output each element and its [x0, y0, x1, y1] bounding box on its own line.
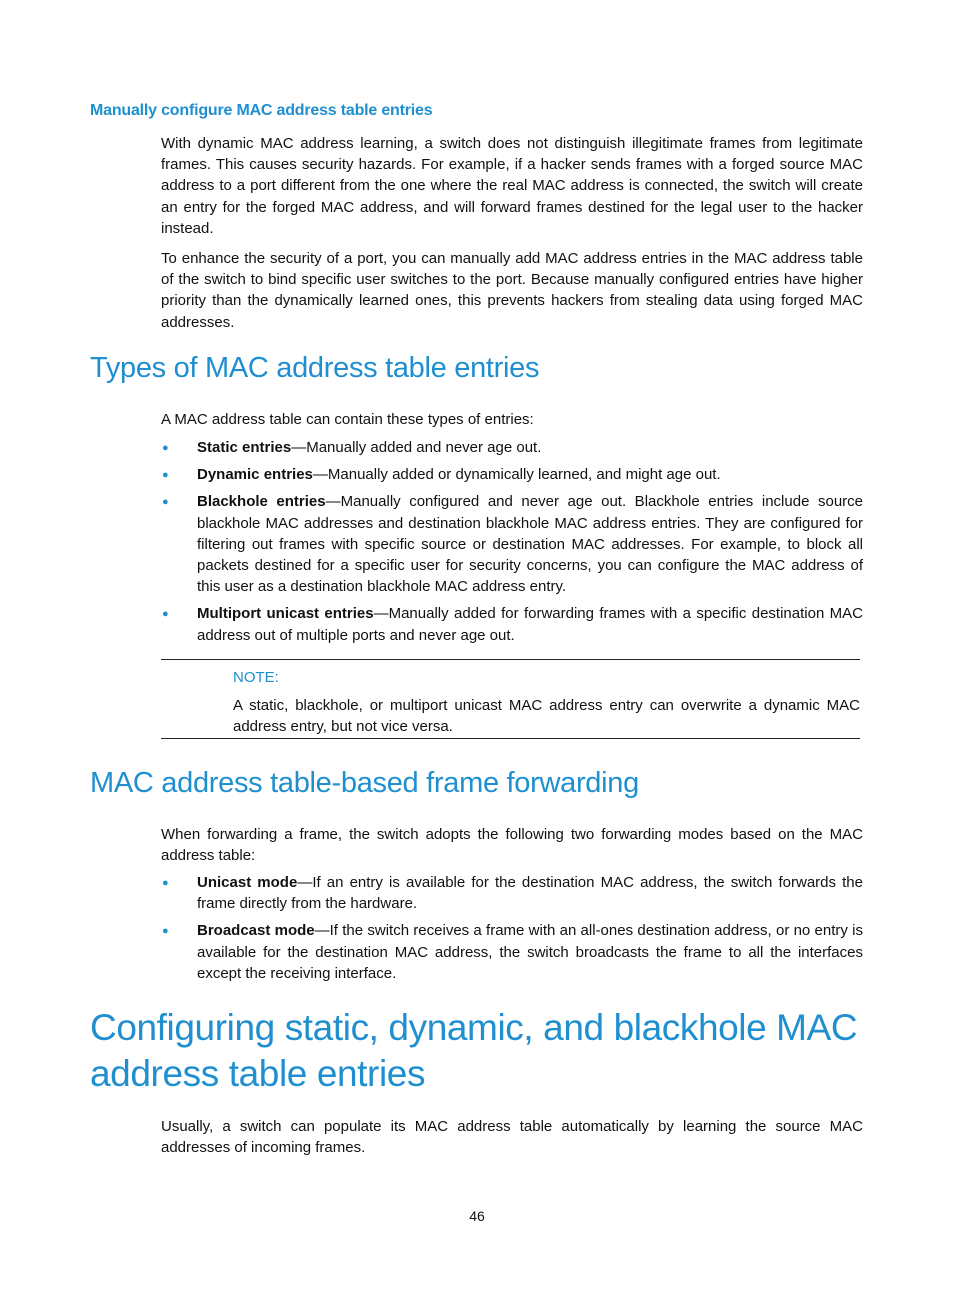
bullet-icon: ● — [162, 442, 169, 454]
list-item — [161, 603, 863, 645]
entry-description: —Manually added or dynamically learned, and might age out. — [312, 466, 721, 484]
mode-description: —If an entry is available for the destination MAC address, the switch forwards the frame directly from the hardware. — [197, 874, 863, 913]
list-item — [161, 437, 863, 458]
entry-term: Static entries — [197, 439, 292, 456]
manual-paragraph-1: With dynamic MAC address learning, a switch does not distinguish illegitimate frames from legitimate frames. This causes security hazards. For example, if a hacker sends frames with a forged source MAC address to a port different from the one where the real MAC address is connected, the switch will create an entry for the forged MAC address, and will forward frames destined for the legal user to the hacker instead. — [161, 135, 863, 237]
entry-term: Dynamic entries — [197, 466, 313, 484]
list-item — [161, 872, 863, 914]
bullet-icon: ● — [162, 496, 169, 509]
forwarding-bullet-list — [161, 872, 863, 990]
bullet-icon: ● — [162, 925, 169, 938]
entry-term: Blackhole entries — [197, 493, 326, 511]
bullet-icon: ● — [162, 877, 169, 889]
list-item — [161, 491, 863, 597]
manual-paragraph-2: To enhance the security of a port, you can manually add MAC address entries in the MAC address table of the switch to bind specific user switches to the port. Because manually configured entries have higher priority than the dynamically learned ones, this prevents hackers from stealing data using forged MAC addresses. — [161, 250, 863, 331]
chapter-heading-configuring: Configuring static, dynamic, and blackhole MAC address table entries — [90, 1007, 858, 1094]
entry-description: —Manually added for forwarding frames with a specific destination MAC address out of multiple ports and never age out. — [197, 605, 863, 644]
bullet-icon: ● — [162, 608, 169, 621]
section-heading-manual: Manually configure MAC address table entries — [90, 102, 433, 119]
page-number: 46 — [469, 1208, 485, 1224]
bullet-icon: ● — [162, 469, 169, 482]
mode-term: Broadcast mode — [197, 922, 315, 940]
mode-description: —If the switch receives a frame with an all-ones destination address, or no entry is available for the destination MAC address, the switch broadcasts the frame to all the interfaces except the receiving interface. — [197, 922, 863, 982]
types-bullet-list — [161, 437, 863, 652]
note-box — [161, 659, 860, 739]
list-item — [161, 920, 863, 984]
note-label: NOTE: — [233, 669, 279, 686]
list-item — [161, 464, 863, 485]
configuring-paragraph: Usually, a switch can populate its MAC address table automatically by learning the source MAC addresses of incoming frames. — [161, 1118, 863, 1157]
types-intro: A MAC address table can contain these types of entries: — [161, 411, 534, 428]
entry-description: —Manually added and never age out. — [291, 439, 542, 456]
section-heading-types: Types of MAC address table entries — [90, 352, 540, 384]
forwarding-intro: When forwarding a frame, the switch adopts the following two forwarding modes based on the MAC address table: — [161, 826, 863, 865]
mode-term: Unicast mode — [197, 874, 298, 891]
entry-description: —Manually configured and never age out. Blackhole entries include source blackhole MAC addresses and destination blackhole MAC address entries. They are configured for filtering out frames with specific source or destination MAC addresses. For example, to block all packets destined for a specific user for security concerns, you can configure the MAC address of this user as a destination blackhole MAC address entry. — [197, 493, 863, 596]
section-heading-forwarding: MAC address table-based frame forwarding — [90, 767, 639, 799]
note-text: A static, blackhole, or multiport unicast MAC address entry can overwrite a dynamic MAC address entry, but not vice versa. — [233, 697, 860, 736]
entry-term: Multiport unicast entries — [197, 605, 374, 623]
